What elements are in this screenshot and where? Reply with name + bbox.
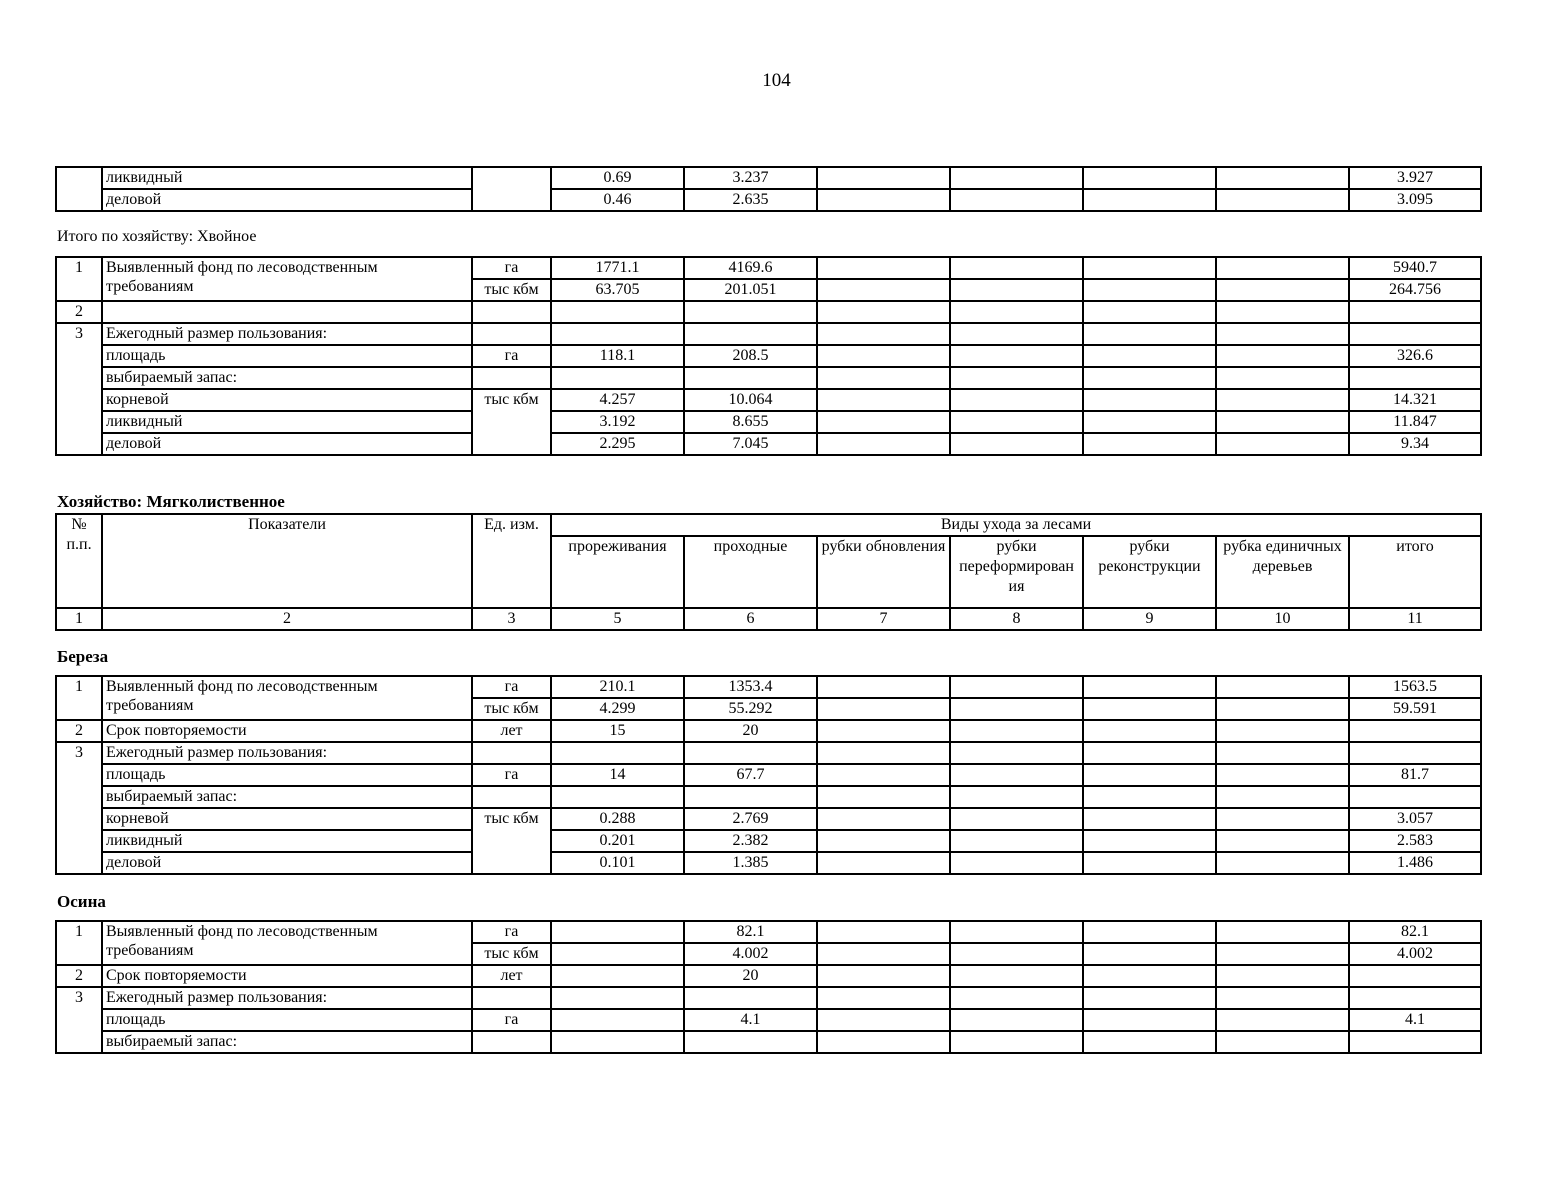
cell-value: 4.1 <box>1349 1009 1481 1031</box>
row-label: Ежегодный размер пользования: <box>102 323 472 345</box>
header-col: рубки переформирован ия <box>950 536 1083 608</box>
unit: тыс кбм <box>472 279 551 301</box>
cell-value: 55.292 <box>684 698 817 720</box>
cell-value: 1.385 <box>684 852 817 874</box>
cell-value: 4.299 <box>551 698 684 720</box>
header-col: рубки реконструкции <box>1083 536 1216 608</box>
cell-value: 59.591 <box>1349 698 1481 720</box>
col-number: 8 <box>950 608 1083 630</box>
cell-value: 1.486 <box>1349 852 1481 874</box>
header-col: итого <box>1349 536 1481 608</box>
unit: тыс кбм <box>472 808 551 874</box>
cell-value: 63.705 <box>551 279 684 301</box>
unit: га <box>472 921 551 943</box>
unit: га <box>472 345 551 367</box>
table-row <box>56 167 1481 189</box>
cell-value: 5940.7 <box>1349 257 1481 279</box>
row-label: корневой <box>102 808 472 830</box>
table-row <box>56 301 1481 323</box>
row-number: 2 <box>56 301 102 323</box>
cell-value: 81.7 <box>1349 764 1481 786</box>
col-number: 10 <box>1216 608 1349 630</box>
col-number: 5 <box>551 608 684 630</box>
table-row <box>56 786 1481 808</box>
row-label: площадь <box>102 1009 472 1031</box>
row-label: деловой <box>102 433 472 455</box>
row-label: Выявленный фонд по лесоводственным требованиям <box>102 921 472 965</box>
table-row <box>56 1031 1481 1053</box>
cell-value: 0.288 <box>551 808 684 830</box>
cell-value: 4.1 <box>684 1009 817 1031</box>
cell-value: 8.655 <box>684 411 817 433</box>
cell-value: 208.5 <box>684 345 817 367</box>
row-label: ликвидный <box>102 167 472 189</box>
col-number: 9 <box>1083 608 1216 630</box>
table-row <box>56 830 1481 852</box>
table-conifer-total <box>55 256 1482 456</box>
cell-value: 1771.1 <box>551 257 684 279</box>
row-number: 2 <box>56 965 102 987</box>
row-number: 3 <box>56 323 102 455</box>
cell-value: 11.847 <box>1349 411 1481 433</box>
cell-value: 118.1 <box>551 345 684 367</box>
cell-value: 2.635 <box>684 189 817 211</box>
row-number: 3 <box>56 987 102 1053</box>
cell-value: 7.045 <box>684 433 817 455</box>
unit: га <box>472 1009 551 1031</box>
row-number: 1 <box>56 257 102 301</box>
header-unit: Ед. изм. <box>472 514 551 608</box>
unit: лет <box>472 965 551 987</box>
cell-value: 67.7 <box>684 764 817 786</box>
row-label: Ежегодный размер пользования: <box>102 742 472 764</box>
cell-value: 0.46 <box>551 189 684 211</box>
table-continuation <box>55 166 1482 212</box>
caption-conifer-total: Итого по хозяйству: Хвойное <box>57 228 257 245</box>
table-row <box>56 965 1481 987</box>
table-row <box>56 852 1481 874</box>
row-number: 1 <box>56 676 102 720</box>
cell-value: 0.69 <box>551 167 684 189</box>
col-number: 3 <box>472 608 551 630</box>
cell-value: 20 <box>684 720 817 742</box>
unit: га <box>472 676 551 698</box>
row-label: выбираемый запас: <box>102 786 472 808</box>
cell-value: 14 <box>551 764 684 786</box>
table-birch <box>55 675 1482 875</box>
cell-value: 0.101 <box>551 852 684 874</box>
cell-value: 10.064 <box>684 389 817 411</box>
table-row <box>56 720 1481 742</box>
cell-value: 2.382 <box>684 830 817 852</box>
cell-value: 82.1 <box>684 921 817 943</box>
header-col: прореживания <box>551 536 684 608</box>
col-number: 2 <box>102 608 472 630</box>
header-col: рубки обновления <box>817 536 950 608</box>
row-label: Выявленный фонд по лесоводственным требованиям <box>102 676 472 720</box>
table-row <box>56 921 1481 943</box>
header-row <box>56 514 1481 536</box>
header-numbers-row <box>56 608 1481 630</box>
row-label: Срок повторяемости <box>102 965 472 987</box>
table-row <box>56 367 1481 389</box>
cell-value: 2.583 <box>1349 830 1481 852</box>
cell-value: 3.192 <box>551 411 684 433</box>
cell-value: 4.002 <box>684 943 817 965</box>
table-row <box>56 433 1481 455</box>
header-col: рубка единичных деревьев <box>1216 536 1349 608</box>
col-number: 11 <box>1349 608 1481 630</box>
page-number: 104 <box>762 70 791 91</box>
col-number: 6 <box>684 608 817 630</box>
cell-value: 4.002 <box>1349 943 1481 965</box>
col-number: 1 <box>56 608 102 630</box>
unit: тыс кбм <box>472 943 551 965</box>
unit: га <box>472 764 551 786</box>
table-row <box>56 987 1481 1009</box>
cell-value: 4169.6 <box>684 257 817 279</box>
cell-value: 1353.4 <box>684 676 817 698</box>
table-row <box>56 1009 1481 1031</box>
header-col: проходные <box>684 536 817 608</box>
cell-value: 326.6 <box>1349 345 1481 367</box>
row-label: деловой <box>102 189 472 211</box>
cell-value: 3.057 <box>1349 808 1481 830</box>
cell-value: 1563.5 <box>1349 676 1481 698</box>
cell-value: 15 <box>551 720 684 742</box>
table-row <box>56 323 1481 345</box>
row-label: Выявленный фонд по лесоводственным требованиям <box>102 257 472 301</box>
row-label: площадь <box>102 764 472 786</box>
unit: тыс кбм <box>472 698 551 720</box>
unit: га <box>472 257 551 279</box>
table-row <box>56 345 1481 367</box>
cell-value: 4.257 <box>551 389 684 411</box>
caption-aspen: Осина <box>57 892 106 911</box>
unit: лет <box>472 720 551 742</box>
cell-value: 3.237 <box>684 167 817 189</box>
header-num: № п.п. <box>56 514 102 608</box>
table-aspen <box>55 920 1482 1054</box>
row-label: ликвидный <box>102 830 472 852</box>
table-row <box>56 257 1481 279</box>
cell-value: 9.34 <box>1349 433 1481 455</box>
row-label: деловой <box>102 852 472 874</box>
row-label: выбираемый запас: <box>102 367 472 389</box>
table-row <box>56 808 1481 830</box>
row-label: Ежегодный размер пользования: <box>102 987 472 1009</box>
cell-value: 20 <box>684 965 817 987</box>
cell-value: 2.295 <box>551 433 684 455</box>
row-label: корневой <box>102 389 472 411</box>
row-label: выбираемый запас: <box>102 1031 472 1053</box>
cell-value: 3.927 <box>1349 167 1481 189</box>
table-row <box>56 389 1481 411</box>
cell-value: 264.756 <box>1349 279 1481 301</box>
row-label: Срок повторяемости <box>102 720 472 742</box>
cell-value: 3.095 <box>1349 189 1481 211</box>
row-number: 1 <box>56 921 102 965</box>
table-row <box>56 742 1481 764</box>
row-label: площадь <box>102 345 472 367</box>
cell-value: 2.769 <box>684 808 817 830</box>
table-row <box>56 676 1481 698</box>
caption-farm: Хозяйство: Мягколиственное <box>57 492 285 511</box>
table-row <box>56 411 1481 433</box>
row-label: ликвидный <box>102 411 472 433</box>
cell-value: 0.201 <box>551 830 684 852</box>
header-group: Виды ухода за лесами <box>551 514 1481 536</box>
cell-value: 14.321 <box>1349 389 1481 411</box>
unit: тыс кбм <box>472 389 551 455</box>
cell-value: 82.1 <box>1349 921 1481 943</box>
row-number: 2 <box>56 720 102 742</box>
header-indicators: Показатели <box>102 514 472 608</box>
cell-value: 201.051 <box>684 279 817 301</box>
cell-value: 210.1 <box>551 676 684 698</box>
row-number: 3 <box>56 742 102 874</box>
caption-birch: Береза <box>57 647 109 666</box>
col-number: 7 <box>817 608 950 630</box>
table-row <box>56 764 1481 786</box>
table-row <box>56 189 1481 211</box>
table-header <box>55 513 1482 631</box>
